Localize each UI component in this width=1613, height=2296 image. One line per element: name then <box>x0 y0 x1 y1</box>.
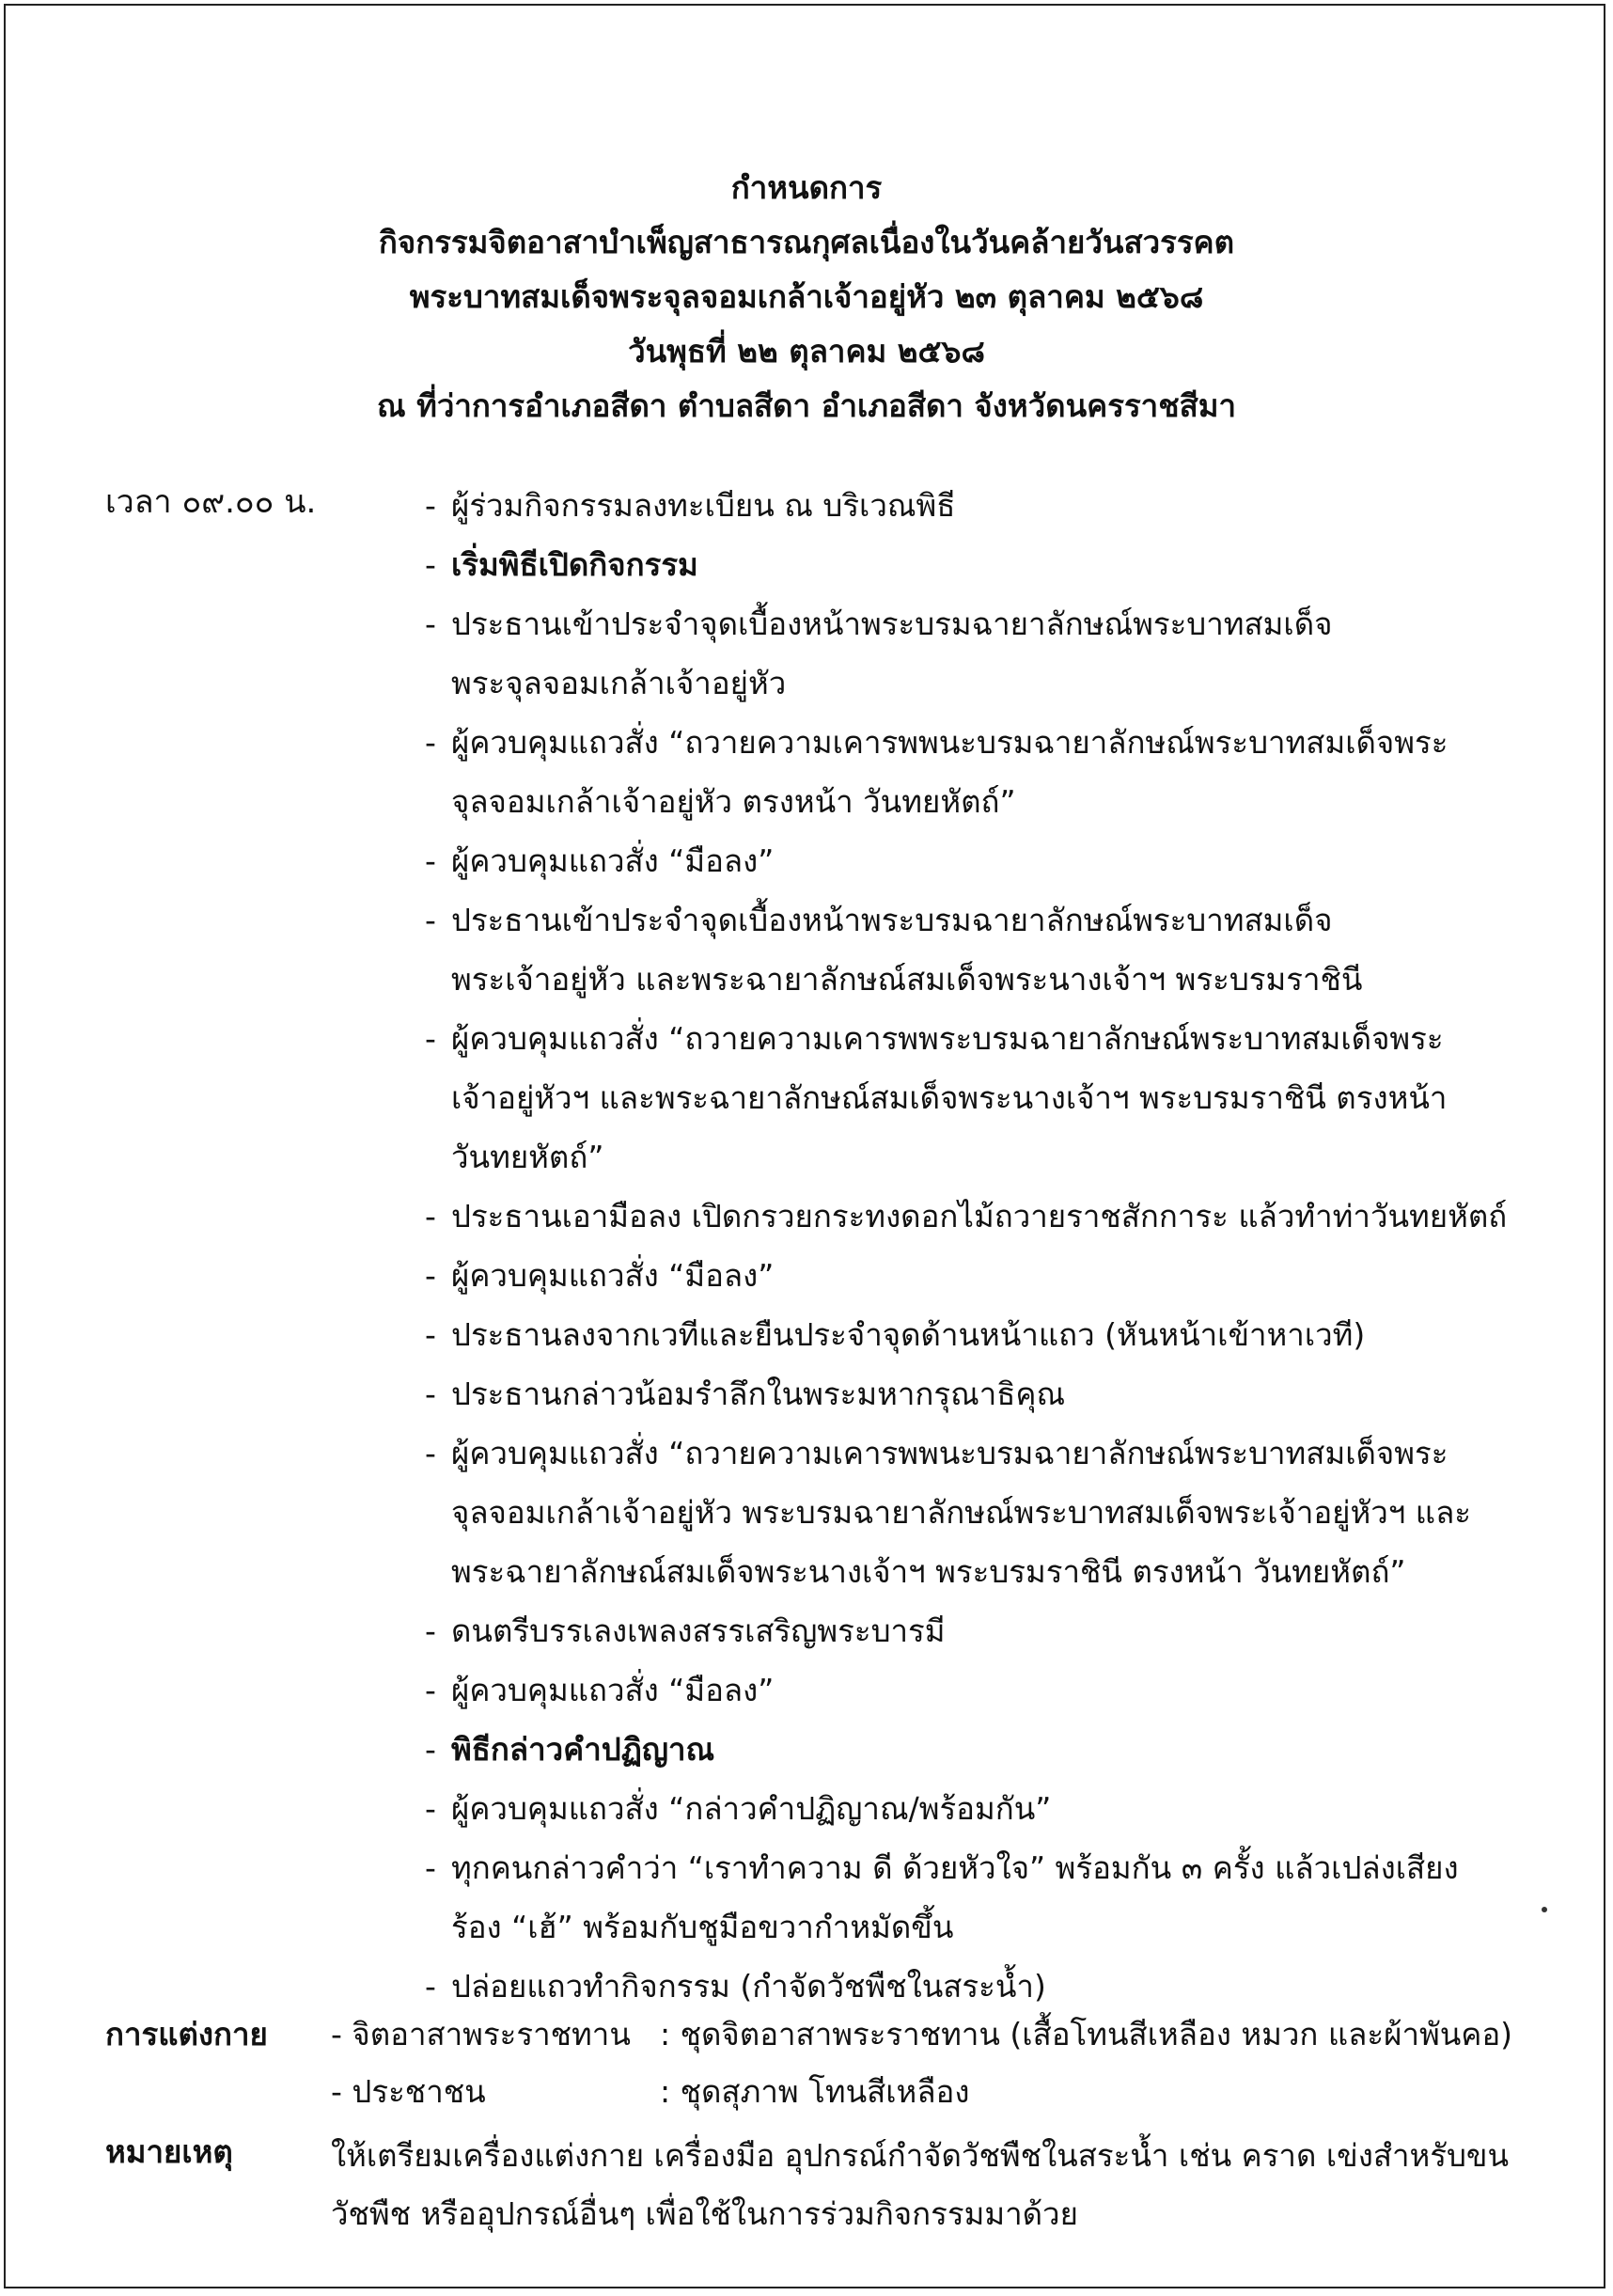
dress-who: - ประชาชน <box>331 2073 486 2110</box>
schedule-item <box>425 1601 1506 1660</box>
title-date: วันพุธที่ ๒๒ ตุลาคม ๒๕๖๘ <box>628 332 985 370</box>
schedule-item-text <box>451 1423 1506 1601</box>
schedule-item-line: ผู้ร่วมกิจกรรมลงทะเบียน ณ บริเวณพิธี <box>451 487 956 524</box>
note-line: วัชพืช หรืออุปกรณ์อื่นๆ เพื่อใช้ในการร่วมกิจกรรมมาด้วย <box>331 2195 1078 2232</box>
schedule-item-text <box>451 1838 1506 1957</box>
schedule-item <box>425 1660 1506 1720</box>
schedule-item-line: พระฉายาลักษณ์สมเด็จพระนางเจ้าฯ พระบรมราชินี ตรงหน้า วันทยหัตถ์” <box>451 1553 1406 1590</box>
bullet-dash: - <box>425 902 436 938</box>
schedule-item-text <box>451 1660 1506 1720</box>
note-line: ให้เตรียมเครื่องแต่งกาย เครื่องมือ อุปกรณ์กำจัดวัชพืชในสระน้ำ เช่น คราด เข่งสำหรับขน <box>331 2137 1510 2174</box>
schedule-item-line: ปล่อยแถวทำกิจกรรม (กำจัดวัชพืชในสระน้ำ) <box>451 1968 1046 2005</box>
schedule-item-line: พระเจ้าอยู่หัว และพระฉายาลักษณ์สมเด็จพระนางเจ้าฯ พระบรมราชินี <box>451 961 1363 998</box>
bullet-dash: - <box>425 1612 436 1649</box>
dress-what: : ชุดจิตอาสาพระราชทาน (เสื้อโทนสีเหลือง หมวก และผ้าพันคอ) <box>660 2016 1513 2052</box>
bullet-dash: - <box>425 1731 436 1768</box>
dress-row-volunteer <box>331 2009 1512 2059</box>
dress-label: การแต่งกาย <box>105 2016 268 2052</box>
schedule-item-text <box>451 890 1506 1009</box>
schedule-item-line: ประธานเข้าประจำจุดเบื้องหน้าพระบรมฉายาลักษณ์พระบาทสมเด็จ <box>451 605 1333 642</box>
schedule-item-line: จุลจอมเกล้าเจ้าอยู่หัว ตรงหน้า วันทยหัตถ์” <box>451 783 1016 820</box>
schedule-item-line: ประธานกล่าวน้อมรำลึกในพระมหากรุณาธิคุณ <box>451 1376 1066 1412</box>
schedule-item-text <box>451 594 1506 713</box>
bullet-dash: - <box>425 842 436 879</box>
schedule-item-line: ร้อง “เฮ้” พร้อมกับชูมือขวากำหมัดขึ้น <box>451 1909 954 1945</box>
schedule-item <box>425 713 1506 831</box>
schedule-item-line: ผู้ควบคุมแถวสั่ง “มือลง” <box>451 1672 775 1708</box>
schedule-item-line: ผู้ควบคุมแถวสั่ง “ถวายความเคารพพนะบรมฉายาลักษณ์พระบาทสมเด็จพระ <box>451 1435 1449 1471</box>
title-occasion: พระบาทสมเด็จพระจุลจอมเกล้าเจ้าอยู่หัว ๒๓ ตุลาคม ๒๕๖๘ <box>409 277 1204 315</box>
schedule-item <box>425 1187 1506 1246</box>
schedule-item <box>425 476 1506 535</box>
dress-row-public <box>331 2067 969 2116</box>
bullet-dash: - <box>425 487 436 524</box>
schedule-item-text <box>451 831 1506 890</box>
title-heading: กำหนดการ <box>730 168 883 206</box>
schedule-item-text <box>451 1364 1506 1423</box>
schedule-item-line: พระจุลจอมเกล้าเจ้าอยู่หัว <box>451 665 787 701</box>
schedule-item-text <box>451 1246 1506 1305</box>
schedule-item-line: วันทยหัตถ์” <box>451 1139 604 1175</box>
schedule-item-line: จุลจอมเกล้าเจ้าอยู่หัว พระบรมฉายาลักษณ์พระบาทสมเด็จพระเจ้าอยู่หัวฯ และ <box>451 1494 1472 1531</box>
schedule-item <box>425 890 1506 1009</box>
schedule-item <box>425 535 1506 594</box>
title-event: กิจกรรมจิตอาสาบำเพ็ญสาธารณกุศลเนื่องในวันคล้ายวันสวรรคต <box>378 223 1235 260</box>
bullet-dash: - <box>425 724 436 761</box>
bullet-dash: - <box>425 1020 436 1057</box>
schedule-item-text <box>451 1957 1506 2016</box>
schedule-item-line: ผู้ควบคุมแถวสั่ง “ถวายความเคารพพระบรมฉายาลักษณ์พระบาทสมเด็จพระ <box>451 1020 1444 1057</box>
schedule-item-line: เริ่มพิธีเปิดกิจกรรม <box>451 546 698 583</box>
dress-what: : ชุดสุภาพ โทนสีเหลือง <box>660 2073 970 2110</box>
schedule-item-line: ทุกคนกล่าวคำว่า “เราทำความ ดี ด้วยหัวใจ” พร้อมกัน ๓ ครั้ง แล้วเปล่งเสียง <box>451 1849 1459 1886</box>
schedule-item-text <box>451 1305 1506 1364</box>
schedule-item-text <box>451 1009 1506 1187</box>
schedule-item <box>425 1246 1506 1305</box>
schedule-item-line: ผู้ควบคุมแถวสั่ง “มือลง” <box>451 1257 775 1294</box>
schedule-time: เวลา ๐๙.๐๐ น. <box>105 483 317 521</box>
bullet-dash: - <box>425 1435 436 1471</box>
schedule-item-line: ผู้ควบคุมแถวสั่ง “กล่าวคำปฏิญาณ/พร้อมกัน” <box>451 1790 1052 1827</box>
bullet-dash: - <box>425 605 436 642</box>
bullet-dash: - <box>425 1968 436 2005</box>
schedule-item-line: เจ้าอยู่หัวฯ และพระฉายาลักษณ์สมเด็จพระนางเจ้าฯ พระบรมราชินี ตรงหน้า <box>451 1079 1448 1116</box>
schedule-item-text <box>451 1187 1507 1246</box>
scan-speck <box>1542 1907 1547 1912</box>
schedule-item-line: ประธานเอามือลง เปิดกรวยกระทงดอกไม้ถวายราชสักการะ แล้วทำท่าวันทยหัตถ์ <box>451 1198 1508 1234</box>
dress-who: - จิตอาสาพระราชทาน <box>331 2016 631 2052</box>
schedule-item <box>425 1720 1506 1779</box>
schedule-item-line: ผู้ควบคุมแถวสั่ง “มือลง” <box>451 842 775 879</box>
note-text <box>331 2127 1525 2243</box>
bullet-dash: - <box>425 1376 436 1412</box>
schedule-item-line: ประธานลงจากเวทีและยืนประจำจุดด้านหน้าแถว (หันหน้าเข้าหาเวที) <box>451 1316 1366 1353</box>
note-label: หมายเหตุ <box>105 2133 233 2170</box>
schedule-item <box>425 1423 1506 1601</box>
schedule-item <box>425 594 1506 713</box>
schedule-item-text <box>451 1720 1506 1779</box>
schedule-item-line: ดนตรีบรรเลงเพลงสรรเสริญพระบารมี <box>451 1612 946 1649</box>
bullet-dash: - <box>425 1198 436 1234</box>
schedule-list <box>425 476 1506 2016</box>
bullet-dash: - <box>425 1672 436 1708</box>
schedule-item <box>425 1957 1506 2016</box>
schedule-item-text <box>451 476 1506 535</box>
title-location: ณ ที่ว่าการอำเภอสีดา ตำบลสีดา อำเภอสีดา จังหวัดนครราชสีมา <box>376 386 1237 424</box>
schedule-item-text <box>451 1779 1506 1838</box>
schedule-item <box>425 831 1506 890</box>
bullet-dash: - <box>425 546 436 583</box>
title-block <box>0 160 1613 432</box>
schedule-item-line: ประธานเข้าประจำจุดเบื้องหน้าพระบรมฉายาลักษณ์พระบาทสมเด็จ <box>451 902 1333 938</box>
bullet-dash: - <box>425 1849 436 1886</box>
bullet-dash: - <box>425 1316 436 1353</box>
schedule-item <box>425 1009 1506 1187</box>
schedule-item-text <box>451 1601 1506 1660</box>
schedule-item <box>425 1779 1506 1838</box>
schedule-item-line: ผู้ควบคุมแถวสั่ง “ถวายความเคารพพนะบรมฉายาลักษณ์พระบาทสมเด็จพระ <box>451 724 1449 761</box>
bullet-dash: - <box>425 1790 436 1827</box>
schedule-item-text <box>451 713 1506 831</box>
schedule-item <box>425 1838 1506 1957</box>
schedule-item-line: พิธีกล่าวคำปฏิญาณ <box>451 1731 715 1768</box>
schedule-item <box>425 1364 1506 1423</box>
schedule-item-text <box>451 535 1506 594</box>
schedule-item <box>425 1305 1506 1364</box>
bullet-dash: - <box>425 1257 436 1294</box>
